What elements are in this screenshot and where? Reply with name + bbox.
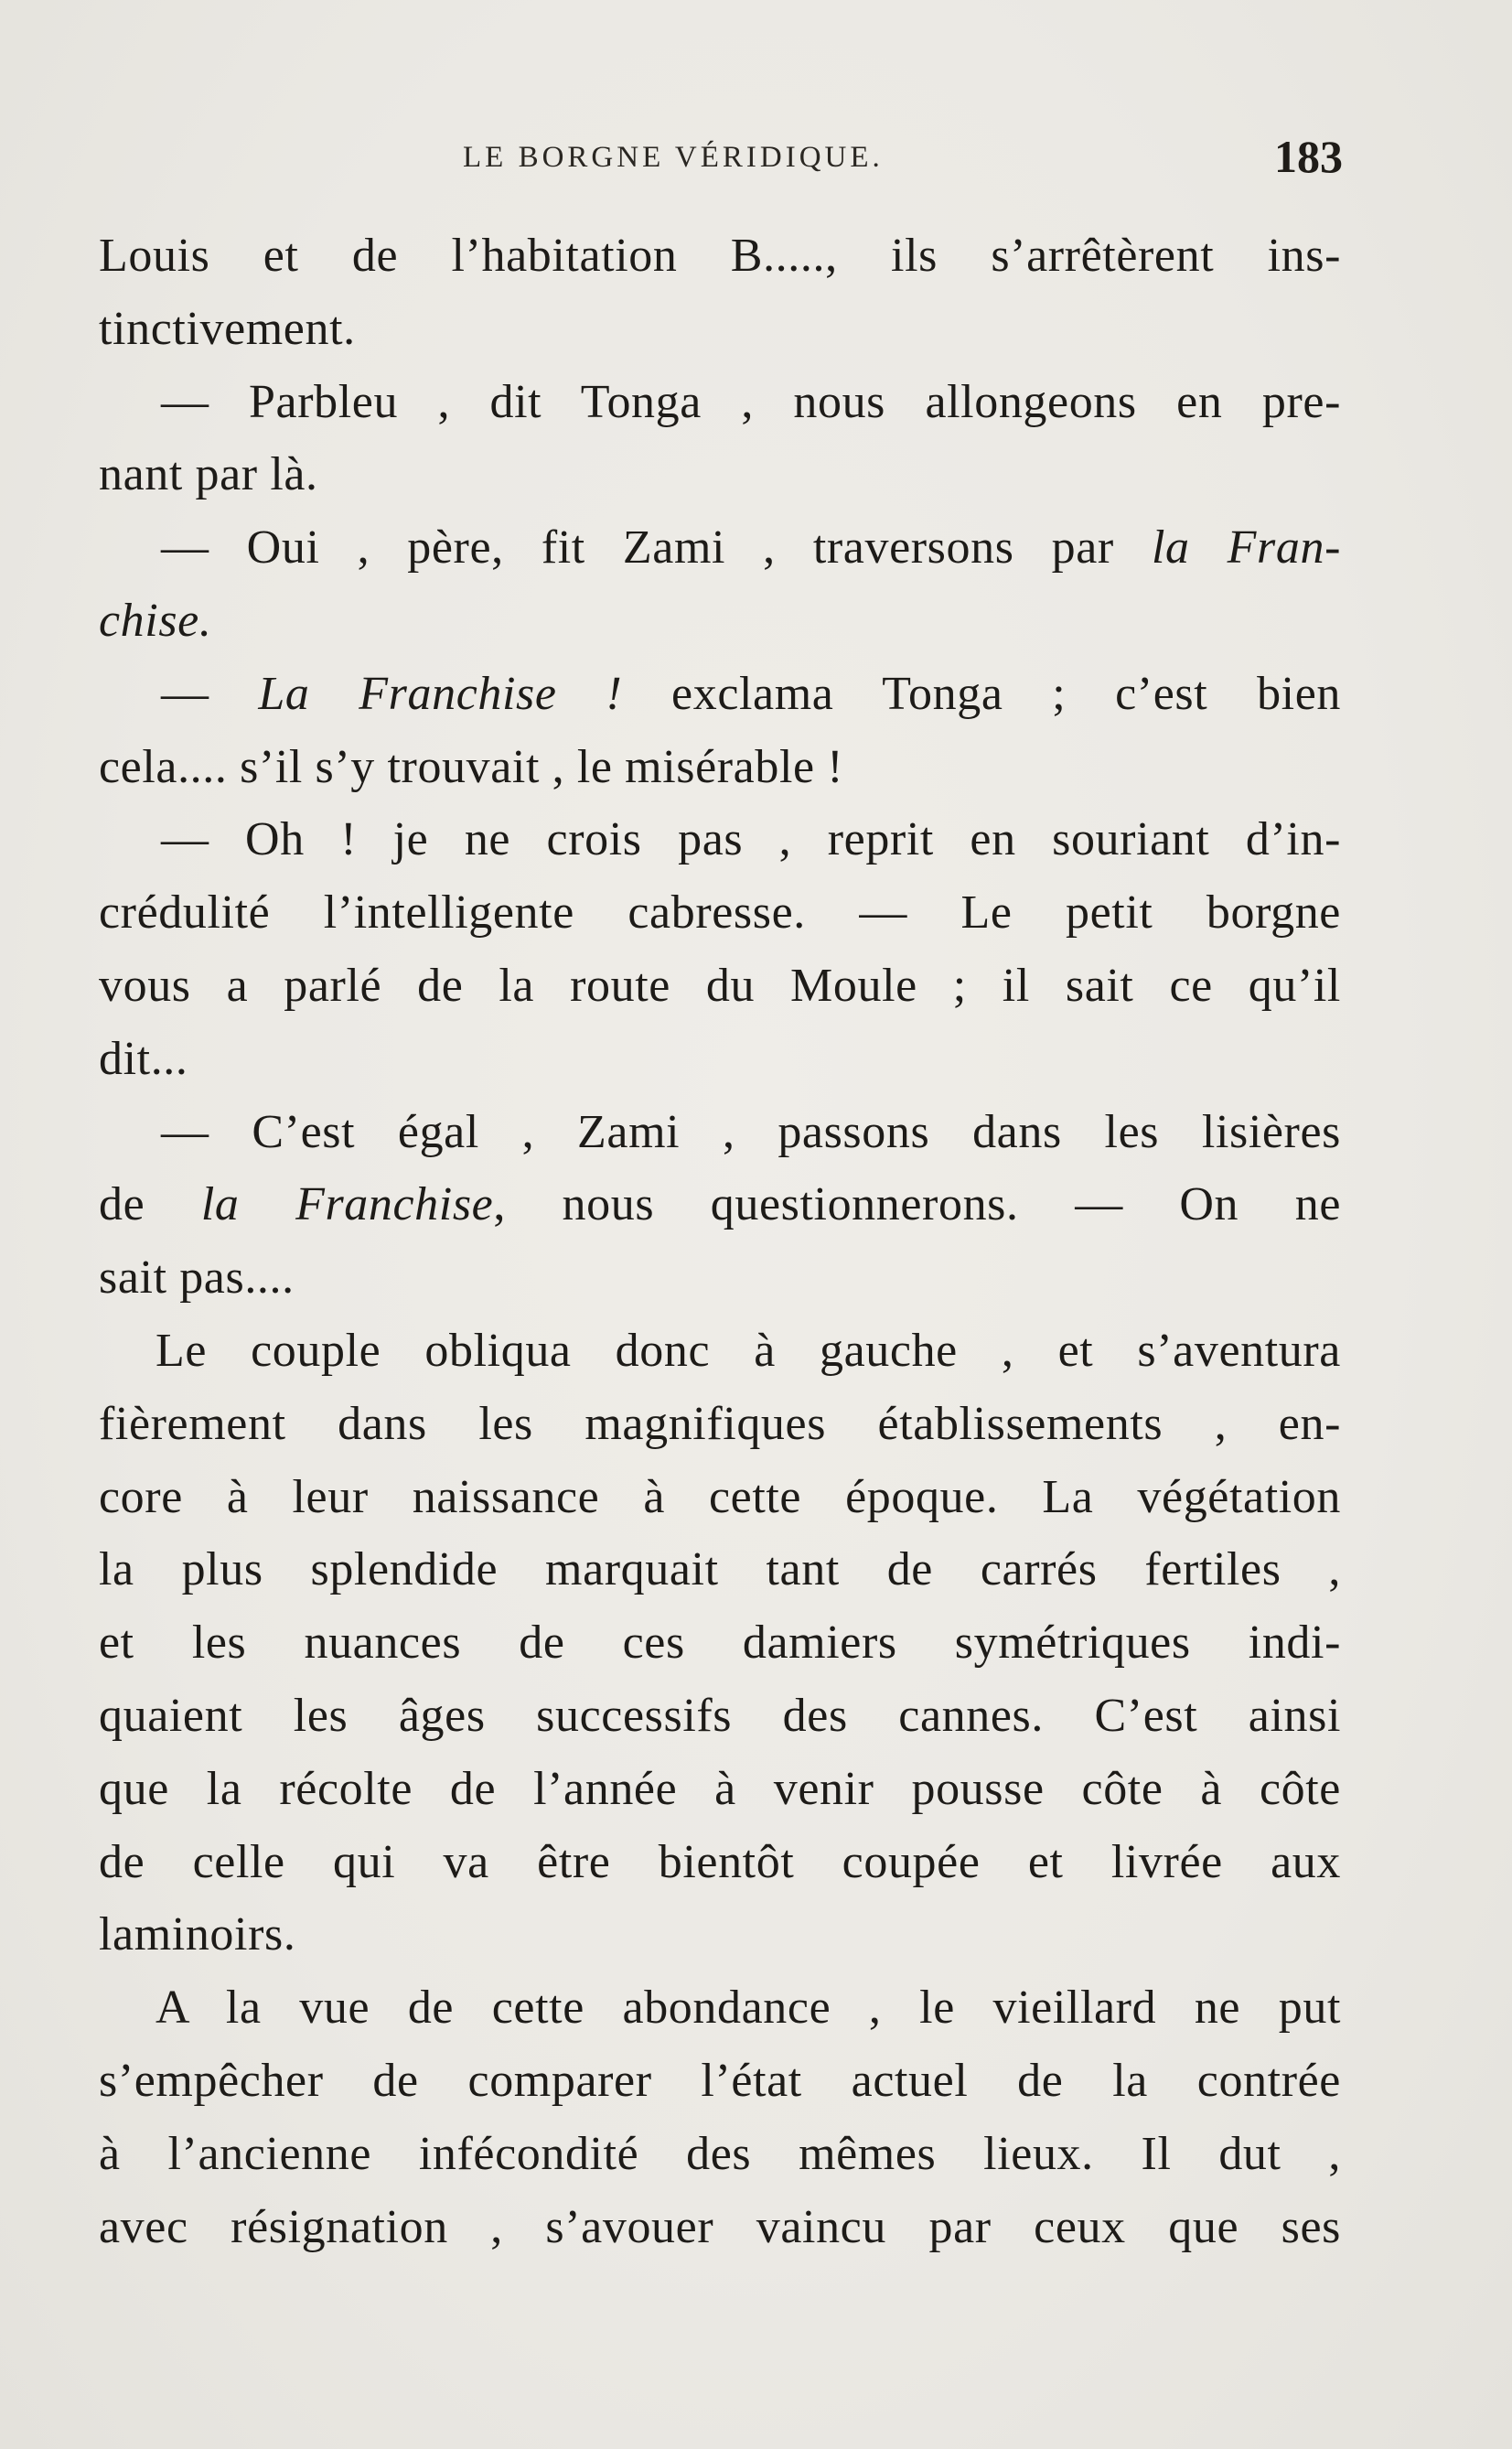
- text-segment: et les nuances de ces damiers symétriques indi-: [99, 1617, 1341, 1670]
- text-segment: Louis et de l’habitation B....., ils s’arrêtèrent ins-: [99, 230, 1341, 282]
- text-line: [99, 511, 1341, 585]
- text-segment: cela.... s’il s’y trouvait , le misérable !: [99, 740, 844, 793]
- text-line: [99, 438, 1341, 511]
- text-segment: dit...: [99, 1032, 188, 1085]
- text-line: [99, 1680, 1341, 1753]
- text-segment: de celle qui va être bientôt coupée et livrée aux: [99, 1835, 1341, 1888]
- text-line: [99, 1461, 1341, 1534]
- italic-text: La Franchise !: [258, 667, 623, 720]
- text-segment: A la vue de cette abondance , le vieillard ne put: [155, 1982, 1341, 2035]
- text-segment: tinctivement.: [99, 302, 356, 355]
- text-line: [99, 1096, 1341, 1169]
- text-line: [99, 803, 1341, 876]
- text-segment: nant par là.: [99, 448, 318, 501]
- text-line: [99, 1826, 1341, 1899]
- text-segment: s’empêcher de comparer l’état actuel de la contrée: [99, 2054, 1341, 2107]
- text-segment: la plus splendide marquait tant de carrés fertiles ,: [99, 1543, 1341, 1596]
- text-segment: core à leur naissance à cette époque. La végétation: [99, 1470, 1341, 1523]
- text-segment: fièrement dans les magnifiques établissements , en-: [99, 1397, 1341, 1450]
- text-segment: exclama Tonga ; c’est bien: [622, 667, 1342, 720]
- text-segment: vous a parlé de la route du Moule ; il sait ce qu’il: [99, 959, 1341, 1012]
- text-line: [99, 1023, 1341, 1096]
- text-segment: Le couple obliqua donc à gauche , et s’aventura: [155, 1324, 1341, 1377]
- text-line: [99, 1168, 1341, 1241]
- text-line: [99, 366, 1341, 439]
- text-segment: que la récolte de l’année à venir pousse côte à côte: [99, 1762, 1341, 1815]
- text-line: [99, 658, 1341, 731]
- text-line: [99, 731, 1341, 804]
- text-line: [99, 220, 1341, 293]
- text-line: [99, 876, 1341, 950]
- text-segment: sait pas....: [99, 1251, 295, 1305]
- text-segment: crédulité l’intelligente cabresse. — Le petit borgne: [99, 886, 1341, 940]
- text-line: [99, 1533, 1341, 1606]
- text-segment: quaient les âges successifs des cannes. C’est ainsi: [99, 1689, 1341, 1742]
- text-line: [99, 1241, 1341, 1315]
- text-line: [99, 585, 1341, 658]
- text-segment: — C’est égal , Zami , passons dans les lisières: [161, 1105, 1341, 1158]
- italic-text: la Fran-: [1151, 521, 1341, 575]
- text-line: [99, 1315, 1341, 1388]
- text-segment: avec résignation , s’avouer vaincu par ceux que ses: [99, 2200, 1341, 2253]
- text-segment: — Oh ! je ne crois pas , reprit en souriant d’in-: [161, 813, 1341, 866]
- page-number: 183: [1274, 131, 1343, 182]
- text-line: [99, 1898, 1341, 1971]
- text-line: [99, 1971, 1341, 2045]
- text-line: [99, 2045, 1341, 2118]
- italic-text: chise.: [99, 594, 212, 647]
- text-segment: de: [99, 1178, 201, 1231]
- text-segment: laminoirs.: [99, 1908, 296, 1961]
- text-segment: —: [161, 667, 259, 720]
- text-line: [99, 1606, 1341, 1680]
- text-line: [99, 2191, 1341, 2264]
- text-line: [99, 293, 1341, 366]
- running-title: LE BORGNE VÉRIDIQUE.: [463, 141, 884, 174]
- running-head: [99, 130, 1343, 185]
- text-segment: — Parbleu , dit Tonga , nous allongeons en pre-: [161, 375, 1341, 428]
- text-segment: — Oui , père, fit Zami , traversons par: [161, 521, 1152, 575]
- italic-text: la Franchise: [200, 1178, 494, 1231]
- text-segment: à l’ancienne infécondité des mêmes lieux. Il dut ,: [99, 2127, 1341, 2180]
- text-line: [99, 950, 1341, 1023]
- text-line: [99, 1753, 1341, 1826]
- text-line: [99, 1388, 1341, 1461]
- text-segment: , nous questionnerons. — On ne: [493, 1178, 1341, 1231]
- text-line: [99, 2118, 1341, 2191]
- body-text: [99, 220, 1341, 2263]
